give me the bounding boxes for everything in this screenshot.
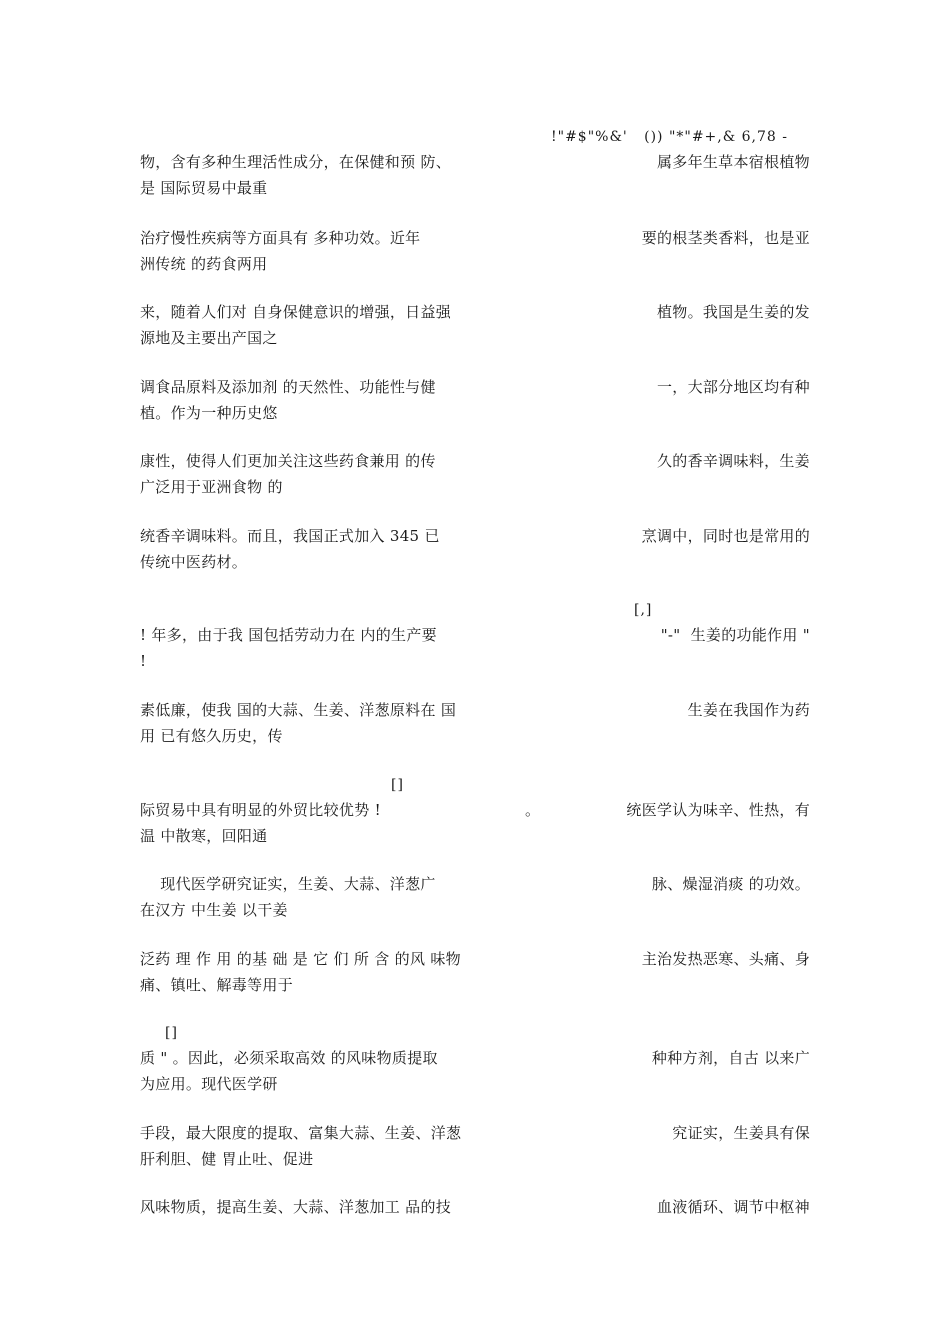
- continuation-line: 温 中散寒，回阳通: [140, 827, 268, 845]
- right-column-line: 统医学认为味辛、性热，有: [626, 801, 810, 819]
- right-column-line: "-" 生姜的功能作用 ": [660, 626, 810, 644]
- ref-mark: []: [391, 777, 404, 793]
- mid-mark: 。: [525, 801, 541, 819]
- right-column-line: 脉、燥湿消痰 的功效。: [651, 875, 810, 893]
- continuation-line: 洲传统 的药食两用: [140, 255, 268, 273]
- left-column-line: 统香辛调味料。而且，我国正式加入 345 已: [140, 527, 440, 545]
- right-column-line: 生姜在我国作为药: [687, 701, 810, 719]
- continuation-line: 肝利胆、健 胃止吐、促进: [140, 1150, 314, 1168]
- left-column-line: 来，随着人们对 自身保健意识的增强，日益强: [140, 303, 452, 321]
- left-column-line: 质 " 。因此，必须采取高效 的风味物质提取: [140, 1049, 438, 1067]
- continuation-line: !: [140, 652, 147, 670]
- continuation-line: 广泛用于亚洲食物 的: [140, 478, 283, 496]
- continuation-line: 是 国际贸易中最重: [140, 179, 268, 197]
- left-column-line: 治疗慢性疾病等方面具有 多种功效。近年: [140, 229, 421, 247]
- right-column-line: 究证实，生姜具有保: [672, 1124, 810, 1142]
- right-column-line: 主治发热恶寒、头痛、身: [641, 950, 810, 968]
- continuation-line: 植。作为一种历史悠: [140, 404, 278, 422]
- left-column-line: 康性，使得人们更加关注这些药食兼用 的传: [140, 452, 436, 470]
- left-column-line: 风味物质，提高生姜、大蒜、洋葱加工 品的技: [140, 1198, 452, 1216]
- ref-mark: [,]: [634, 602, 653, 618]
- left-column-line: 素低廉，使我 国的大蒜、生姜、洋葱原料在 国: [140, 701, 457, 719]
- left-column-line: 现代医学研究证实，生姜、大蒜、洋葱广: [140, 875, 436, 893]
- right-column-line: 植物。我国是生姜的发: [656, 303, 810, 321]
- continuation-line: 用 已有悠久历史，传: [140, 727, 283, 745]
- right-column-line: 血液循环、调节中枢神: [656, 1198, 810, 1216]
- continuation-line: 源地及主要出产国之: [140, 329, 278, 347]
- right-column-line: 一，大部分地区均有种: [656, 378, 810, 396]
- left-column-line: 物，含有多种生理活性成分，在保健和预 防、: [140, 153, 452, 171]
- continuation-line: 传统中医药材。: [140, 553, 248, 571]
- continuation-line: 痛、镇吐、解毒等用于: [140, 976, 294, 994]
- left-column-line: ! 年多，由于我 国包括劳动力在 内的生产要: [140, 626, 437, 644]
- left-column-line: 手段，最大限度的提取、富集大蒜、生姜、洋葱: [140, 1124, 462, 1142]
- ref-mark: []: [165, 1025, 178, 1041]
- continuation-line: 在汉方 中生姜 以干姜: [140, 901, 288, 919]
- left-column-line: 泛药 理 作 用 的基 础 是 它 们 所 含 的风 味物: [140, 950, 461, 968]
- right-column-line: 烹调中，同时也是常用的: [641, 527, 810, 545]
- right-column-line: 久的香辛调味料，生姜: [656, 452, 810, 470]
- right-column-line: 种种方剂，自古 以来广: [651, 1049, 810, 1067]
- continuation-line: 为应用。现代医学研: [140, 1075, 278, 1093]
- right-column-line: 要的根茎类香料，也是亚: [641, 229, 810, 247]
- left-column-line: 际贸易中具有明显的外贸比较优势 !: [140, 801, 381, 819]
- right-column-line: 属多年生草本宿根植物: [656, 153, 810, 171]
- left-column-line: 调食品原料及添加剂 的天然性、功能性与健: [140, 378, 436, 396]
- header-code: !"#$"%&' ()) "*"#+,& 6,78 -: [551, 129, 788, 145]
